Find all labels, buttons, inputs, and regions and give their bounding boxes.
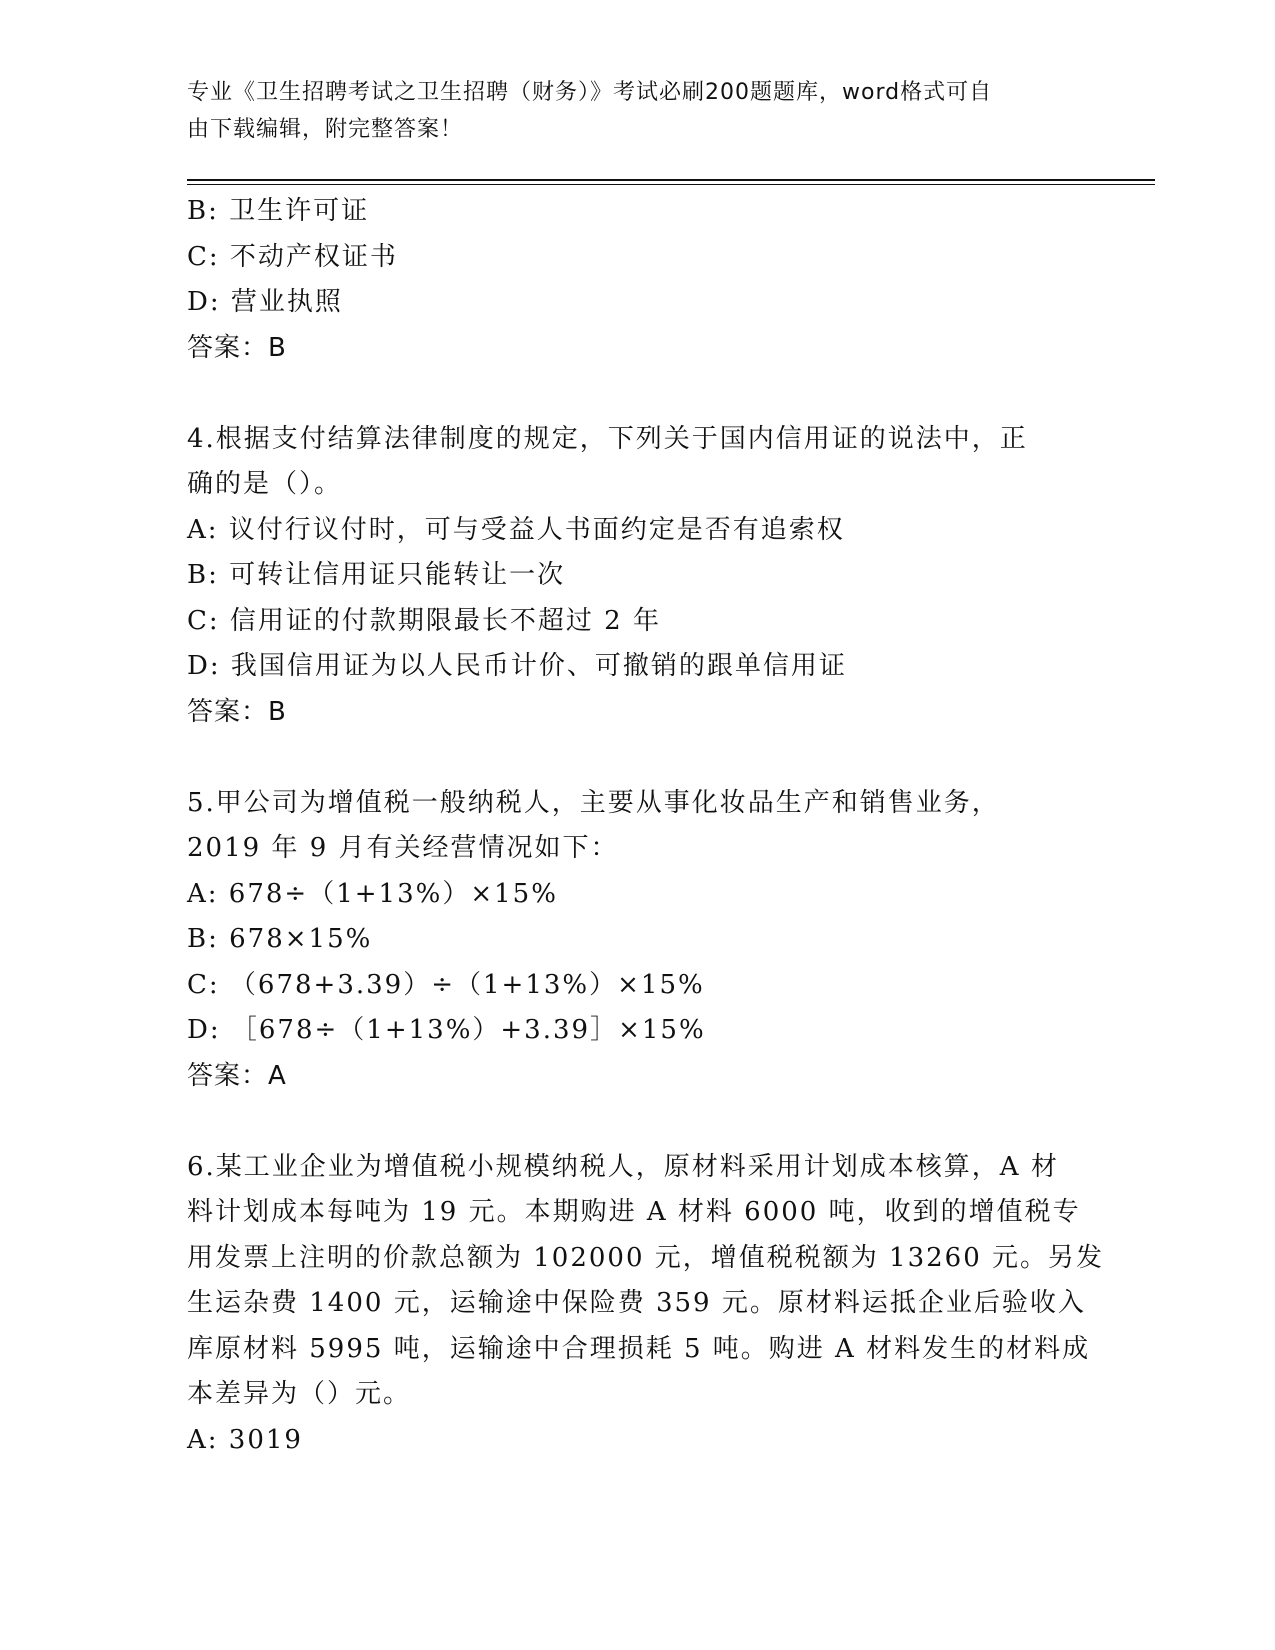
header-line-2: 由下载编辑，附完整答案！ <box>187 117 464 142</box>
question-stem-line: 本差异为（）元。 <box>187 1379 412 1409</box>
option-d: D: 我国信用证为以人民币计价、可撤销的跟单信用证 <box>187 651 847 681</box>
header-line-1: 专业《卫生招聘考试之卫生招聘（财务）》考试必刷200题题库，word格式可自 <box>187 80 993 105</box>
option-b: B: 卫生许可证 <box>187 196 370 226</box>
answer-line: 答案：B <box>187 332 287 363</box>
option-c: C: 不动产权证书 <box>187 241 398 272</box>
spacer <box>187 1099 1087 1145</box>
question-stem-line: 库原材料 5995 吨，运输途中合理损耗 5 吨。购进 A 材料发生的材料成 <box>187 1333 1091 1364</box>
document-header <box>187 74 1067 148</box>
question-3-continued <box>187 189 1087 371</box>
spacer <box>187 371 1087 417</box>
option-d: D: 营业执照 <box>187 287 343 317</box>
question-stem-line: 生运杂费 1400 元，运输途中保险费 359 元。原材料运抵企业后验收入 <box>187 1288 1086 1318</box>
question-6 <box>187 1145 1105 1464</box>
option-c: C: （678+3.39）÷（1+13%）×15% <box>187 969 705 1000</box>
question-5 <box>187 781 1087 1100</box>
option-a: A: 议付行议付时，可与受益人书面约定是否有追索权 <box>187 514 845 545</box>
option-a: A: 3019 <box>187 1424 303 1455</box>
answer-line: 答案：A <box>187 1060 287 1091</box>
header-divider-thin <box>187 184 1155 185</box>
header-divider-thick <box>187 179 1155 181</box>
question-stem-line: 4.根据支付结算法律制度的规定，下列关于国内信用证的说法中，正 <box>187 423 1028 454</box>
option-b: B: 678×15% <box>187 924 373 954</box>
answer-line: 答案：B <box>187 696 287 727</box>
question-stem-line: 确的是（）。 <box>187 469 343 499</box>
spacer <box>187 735 1087 781</box>
document-body <box>187 189 1105 1463</box>
option-b: B: 可转让信用证只能转让一次 <box>187 560 566 590</box>
option-d: D: ［678÷（1+13%）+3.39］×15% <box>187 1015 706 1045</box>
question-stem-line: 料计划成本每吨为 19 元。本期购进 A 材料 6000 吨，收到的增值税专 <box>187 1197 1081 1227</box>
option-c: C: 信用证的付款期限最长不超过 2 年 <box>187 605 661 636</box>
option-a: A: 678÷（1+13%）×15% <box>187 878 558 909</box>
question-stem-line: 5.甲公司为增值税一般纳税人，主要从事化妆品生产和销售业务， <box>187 787 1000 818</box>
question-stem-line: 2019 年 9 月有关经营情况如下： <box>187 833 619 863</box>
question-stem-line: 用发票上注明的价款总额为 102000 元，增值税税额为 13260 元。另发 <box>187 1242 1105 1273</box>
question-4 <box>187 417 1087 736</box>
question-stem-line: 6.某工业企业为增值税小规模纳税人，原材料采用计划成本核算，A 材 <box>187 1151 1059 1182</box>
